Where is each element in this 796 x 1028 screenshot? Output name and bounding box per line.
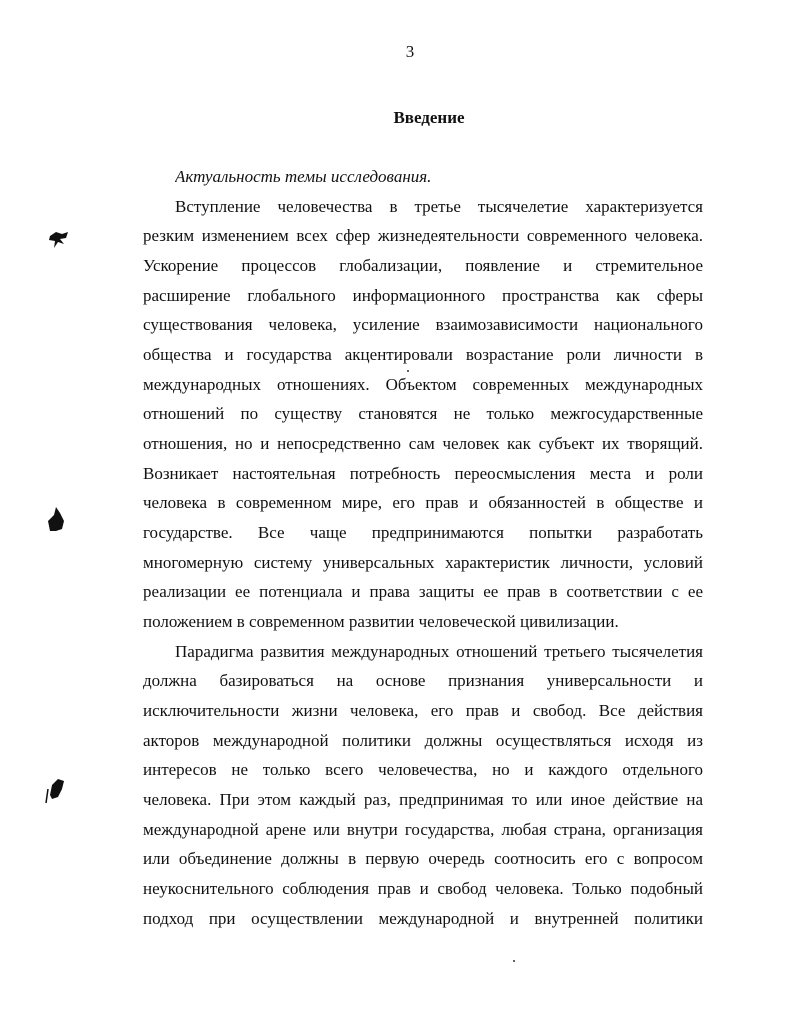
text-line: многомерную систему универсальных характеристик личности, условий xyxy=(143,553,703,572)
scan-mark-icon xyxy=(44,775,68,805)
scan-mark-icon xyxy=(46,505,66,533)
text-line: отношения, но и непосредственно сам человек как субъект их творящий. xyxy=(143,434,703,453)
text-line: существования человека, усиление взаимозависимости национального xyxy=(143,315,703,334)
text-line: Вступление человечества в третье тысячелетие характеризуется xyxy=(175,197,703,216)
scan-speck xyxy=(407,370,409,372)
text-line: положением в современном развитии человеческой цивилизации. xyxy=(143,612,619,631)
text-line: международных отношениях. Объектом современных международных xyxy=(143,375,703,394)
text-line: реализации ее потенциала и права защиты ее прав в соответствии с ее xyxy=(143,582,703,601)
text-line: человека в современном мире, его прав и обязанностей в обществе и xyxy=(143,493,703,512)
text-line: отношений по существу становятся не только межгосударственные xyxy=(143,404,703,423)
text-line: неукоснительного соблюдения прав и свобод человека. Только подобный xyxy=(143,879,703,898)
text-line: резким изменением всех сфер жизнедеятельности современного человека. xyxy=(143,226,703,245)
text-line: должна базироваться на основе признания универсальности и xyxy=(143,671,703,690)
text-line: международной арене или внутри государства, любая страна, организация xyxy=(143,820,703,839)
subheading-line: Актуальность темы исследования. xyxy=(175,167,432,186)
text-line: человека. При этом каждый раз, предпринимая то или иное действие на xyxy=(143,790,703,809)
text-line: Парадигма развития международных отношений третьего тысячелетия xyxy=(175,642,703,661)
text-line: расширение глобального информационного пространства как сферы xyxy=(143,286,703,305)
scan-mark-icon xyxy=(48,230,70,250)
text-line: общества и государства акцентировали возрастание роли личности в xyxy=(143,345,703,364)
text-line: акторов международной политики должны осуществляться исходя из xyxy=(143,731,703,750)
text-line: Ускорение процессов глобализации, появление и стремительное xyxy=(143,256,703,275)
scan-speck xyxy=(513,960,515,962)
page-number: 3 xyxy=(405,42,415,61)
text-line: интересов не только всего человечества, но и каждого отдельного xyxy=(143,760,703,779)
text-line: или объединение должны в первую очередь соотносить его с вопросом xyxy=(143,849,703,868)
text-line: подход при осуществлении международной и внутренней политики xyxy=(143,909,703,928)
section-heading: Введение xyxy=(393,108,465,127)
text-line: Возникает настоятельная потребность переосмысления места и роли xyxy=(143,464,703,483)
text-line: государстве. Все чаще предпринимаются попытки разработать xyxy=(143,523,703,542)
text-line: исключительности жизни человека, его прав и свобод. Все действия xyxy=(143,701,703,720)
